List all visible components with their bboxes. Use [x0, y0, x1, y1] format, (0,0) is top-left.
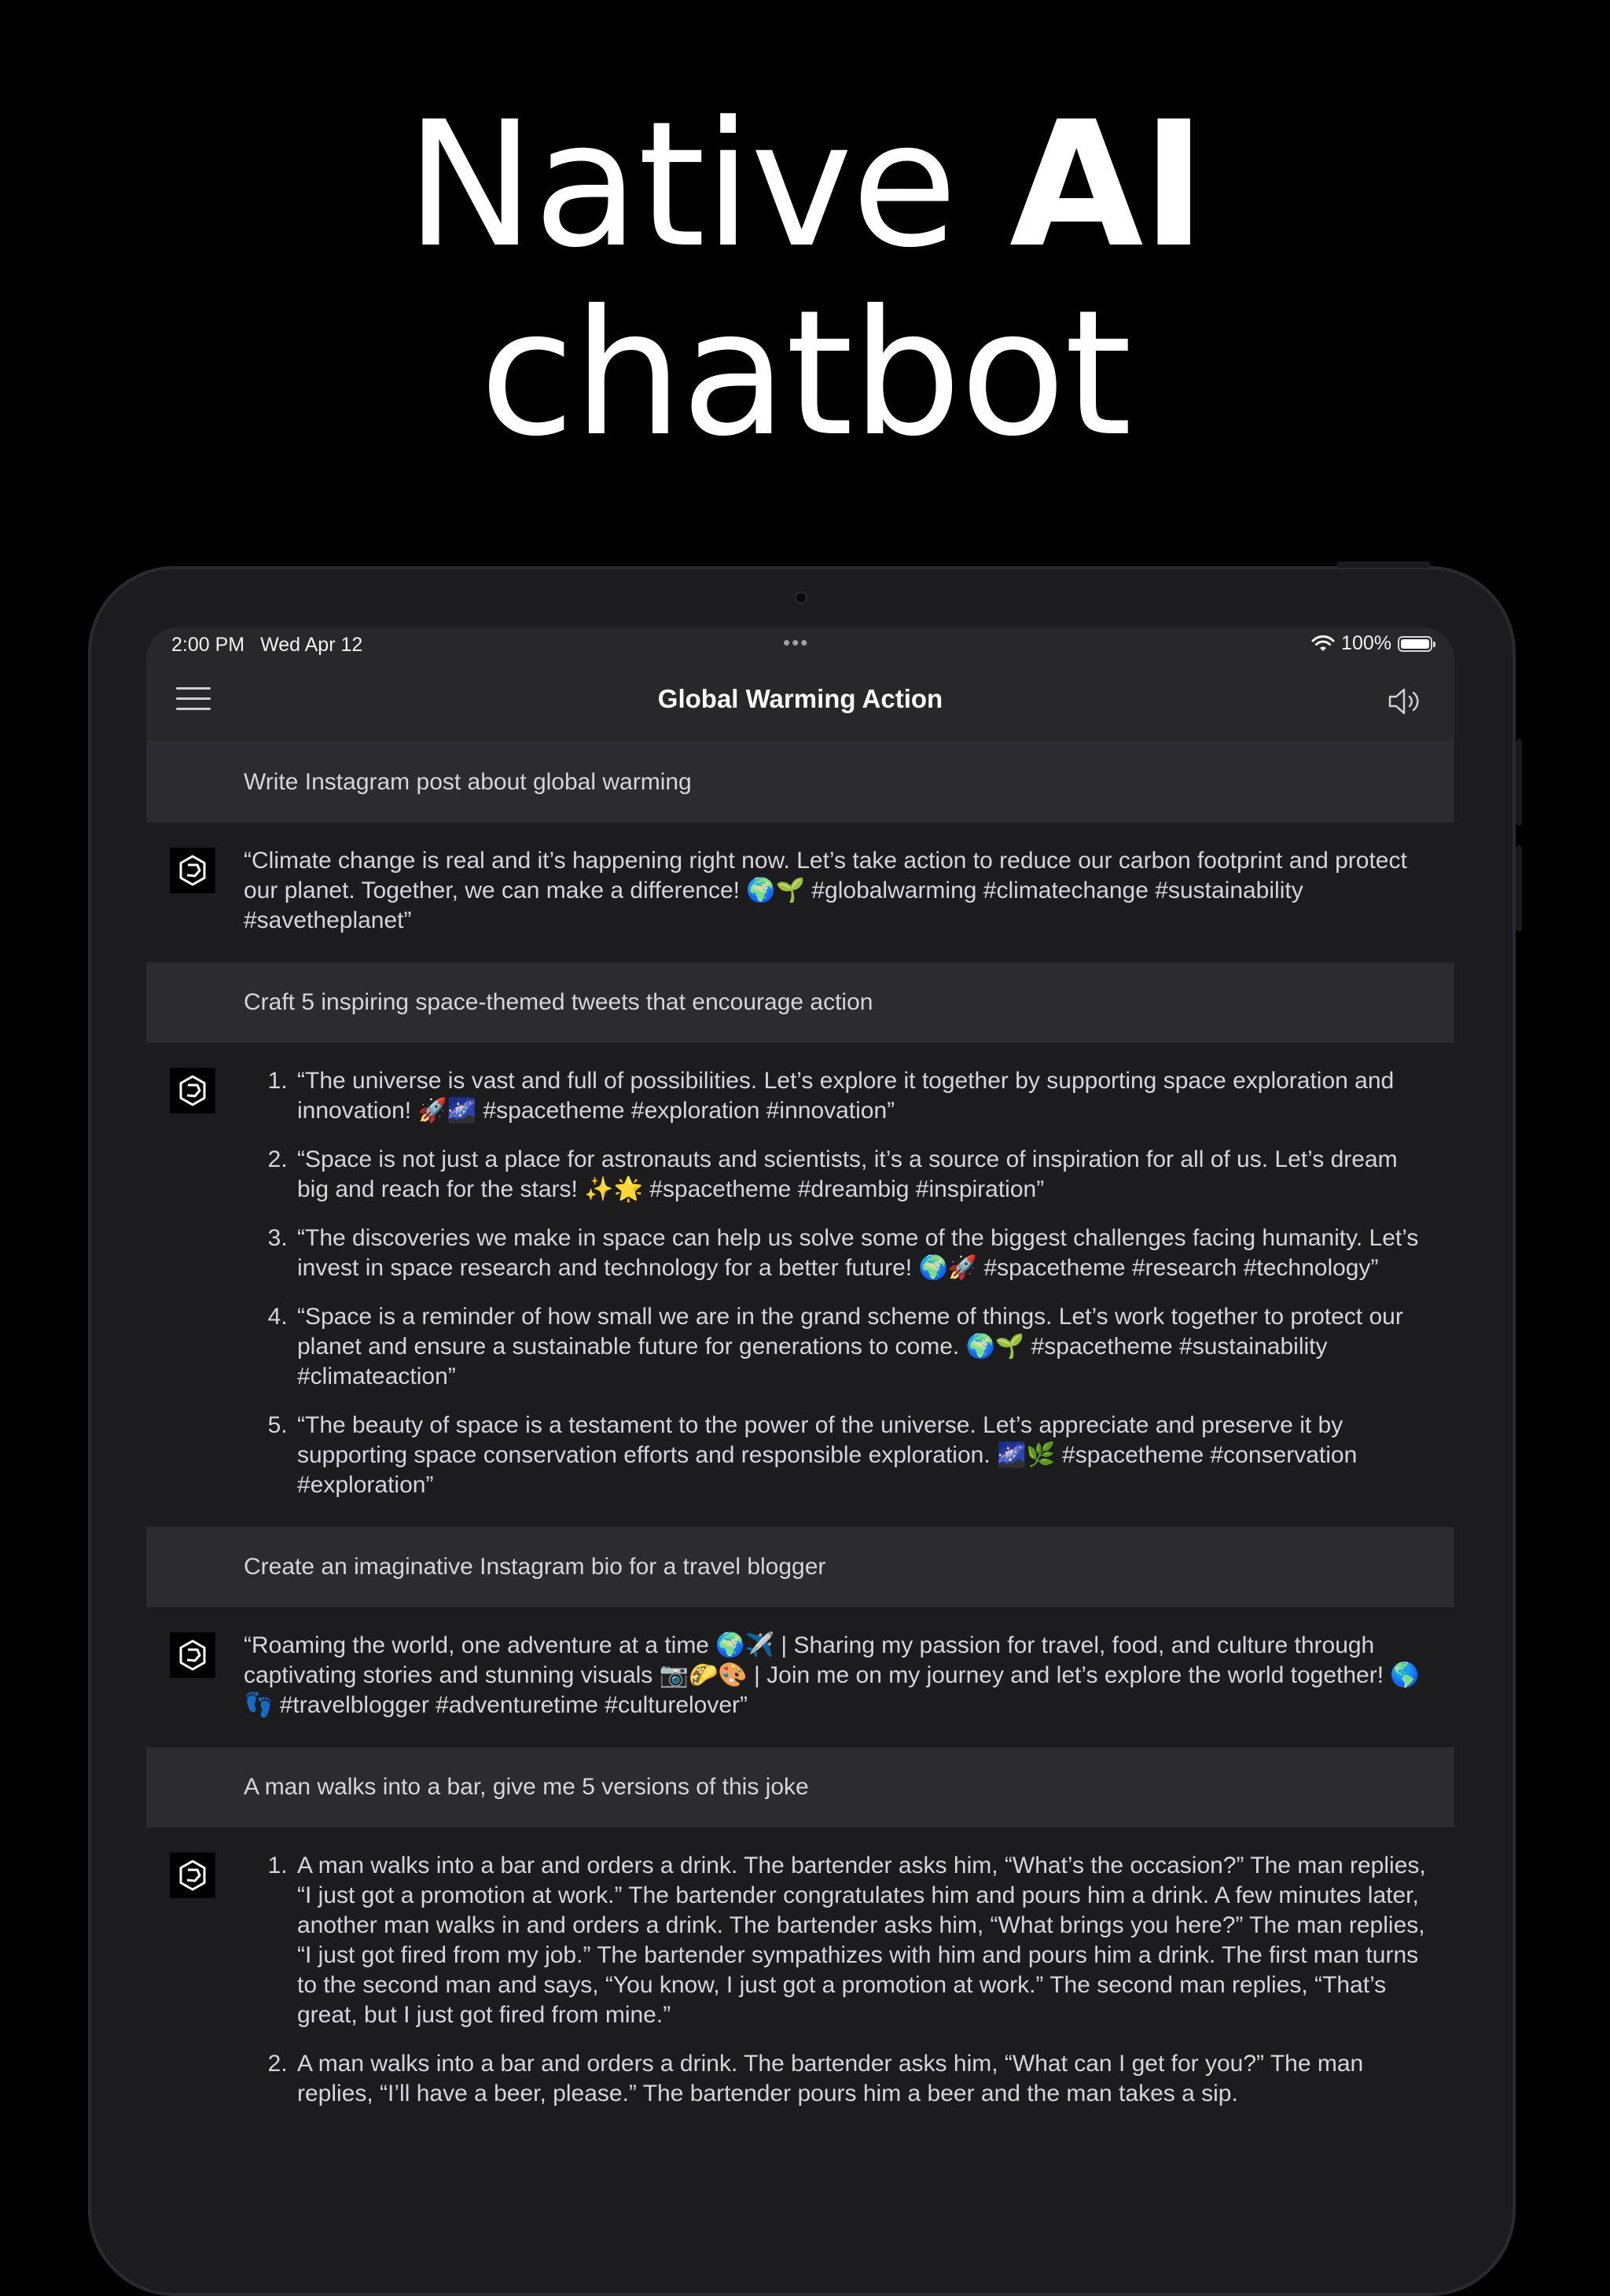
user-message[interactable] — [146, 1747, 1454, 1827]
volume-button — [1516, 739, 1522, 826]
bot-message-list — [244, 1851, 1429, 2109]
user-message[interactable] — [146, 1527, 1454, 1607]
bot-avatar-icon — [170, 1853, 215, 1898]
speaker-icon[interactable] — [1385, 684, 1424, 719]
bot-message[interactable] — [146, 822, 1454, 962]
user-message-text: Write Instagram post about global warming — [244, 769, 692, 795]
bot-message-list — [244, 1066, 1429, 1500]
top-button — [1336, 561, 1431, 568]
list-item: 1. “The universe is vast and full of possibilities. Let’s explore it together by supporting space exploration and innovation! 🚀🌌 #spacetheme #exploration #innovation” — [294, 1066, 1429, 1126]
status-time: 2:00 PM — [171, 634, 245, 656]
list-item: 1. A man walks into a bar and orders a drink. The bartender asks him, “What’s the occasion?” The man replies, “I just got a promotion at work.” The bartender congratulates him and pours him a drink. A few minutes later, another man walks in and orders a drink. The bartender asks him, “What brings you here?” The man replies, “I just got fired from my job.” The bartender sympathizes with him and pours him a drink. The first man turns to the second man and says, “You know, I just got a promotion at work.” The second man replies, “That’s great, but I just got fired from mine.” — [294, 1851, 1429, 2030]
app-screen — [146, 627, 1454, 2148]
conversation-title: Global Warming Action — [657, 684, 943, 713]
list-item: 5. “The beauty of space is a testament to the power of the universe. Let’s appreciate and preserve it by supporting space conservation efforts and responsible exploration. 🌌🌿 #spacetheme #conservation #exploration” — [294, 1411, 1429, 1500]
user-message[interactable] — [146, 962, 1454, 1043]
status-indicators — [1311, 632, 1432, 655]
bot-avatar-icon — [170, 1068, 215, 1113]
list-item: 2. A man walks into a bar and orders a drink. The bartender asks him, “What can I get for you?” The man replies, “I’ll have a beer, please.” The bartender pours him a beer and the man takes a sip. — [294, 2049, 1429, 2109]
bot-avatar-icon — [170, 1632, 215, 1678]
list-item: 3. “The discoveries we make in space can help us solve some of the biggest challenges facing humanity. Let’s invest in space research and technology for a better future! 🌍🚀 #spacetheme #research #technology” — [294, 1223, 1429, 1283]
headline-regular-text: Native — [405, 84, 1010, 285]
user-message[interactable] — [146, 742, 1454, 822]
volume-button — [1516, 845, 1522, 932]
wifi-icon — [1311, 635, 1335, 653]
headline-bold-text: AI — [1009, 84, 1205, 285]
bot-message[interactable] — [146, 1043, 1454, 1527]
user-message-text: Create an imaginative Instagram bio for a travel blogger — [244, 1554, 826, 1580]
user-message-text: Craft 5 inspiring space-themed tweets that encourage action — [244, 989, 873, 1015]
bot-message[interactable] — [146, 1607, 1454, 1747]
bot-avatar-icon — [170, 848, 215, 893]
list-item: 2. “Space is not just a place for astronauts and scientists, it’s a source of inspiration for all of us. Let’s dream big and reach for the stars! ✨🌟 #spacetheme #dreambig #inspiration” — [294, 1145, 1429, 1205]
status-bar — [146, 627, 1454, 660]
list-item: 4. “Space is a reminder of how small we are in the grand scheme of things. Let’s work together to protect our planet and ensure a sustainable future for generations to come. 🌍🌱 #spacetheme #sustainability #climateaction” — [294, 1302, 1429, 1392]
user-message-text: A man walks into a bar, give me 5 versions of this joke — [244, 1774, 809, 1800]
bot-message-text: “Roaming the world, one adventure at a time 🌍✈️ | Sharing my passion for travel, food, and culture through captivating stories and stunning visuals 📷🌮🎨 | Join me on my journey and let’s explore the world together! 🌎👣 #travelblogger #adventuretime #culturelover” — [244, 1632, 1420, 1718]
status-date: Wed Apr 12 — [260, 634, 363, 656]
multitasking-dots-icon[interactable]: ••• — [783, 631, 810, 654]
headline-line-2: chatbot — [480, 273, 1130, 474]
battery-icon — [1398, 636, 1432, 652]
battery-percent: 100% — [1341, 632, 1391, 654]
nav-bar — [146, 660, 1454, 742]
chat-transcript — [146, 742, 1454, 2136]
bot-message-text: “Climate change is real and it’s happening right now. Let’s take action to reduce our carbon footprint and protect our planet. Together, we can make a difference! 🌍🌱 #globalwarming #climatechange #sustainability #savetheplanet” — [244, 848, 1407, 933]
headline-line-1 — [0, 84, 1610, 285]
front-camera — [796, 593, 806, 602]
bot-message[interactable] — [146, 1827, 1454, 2136]
status-time-date — [171, 634, 378, 657]
